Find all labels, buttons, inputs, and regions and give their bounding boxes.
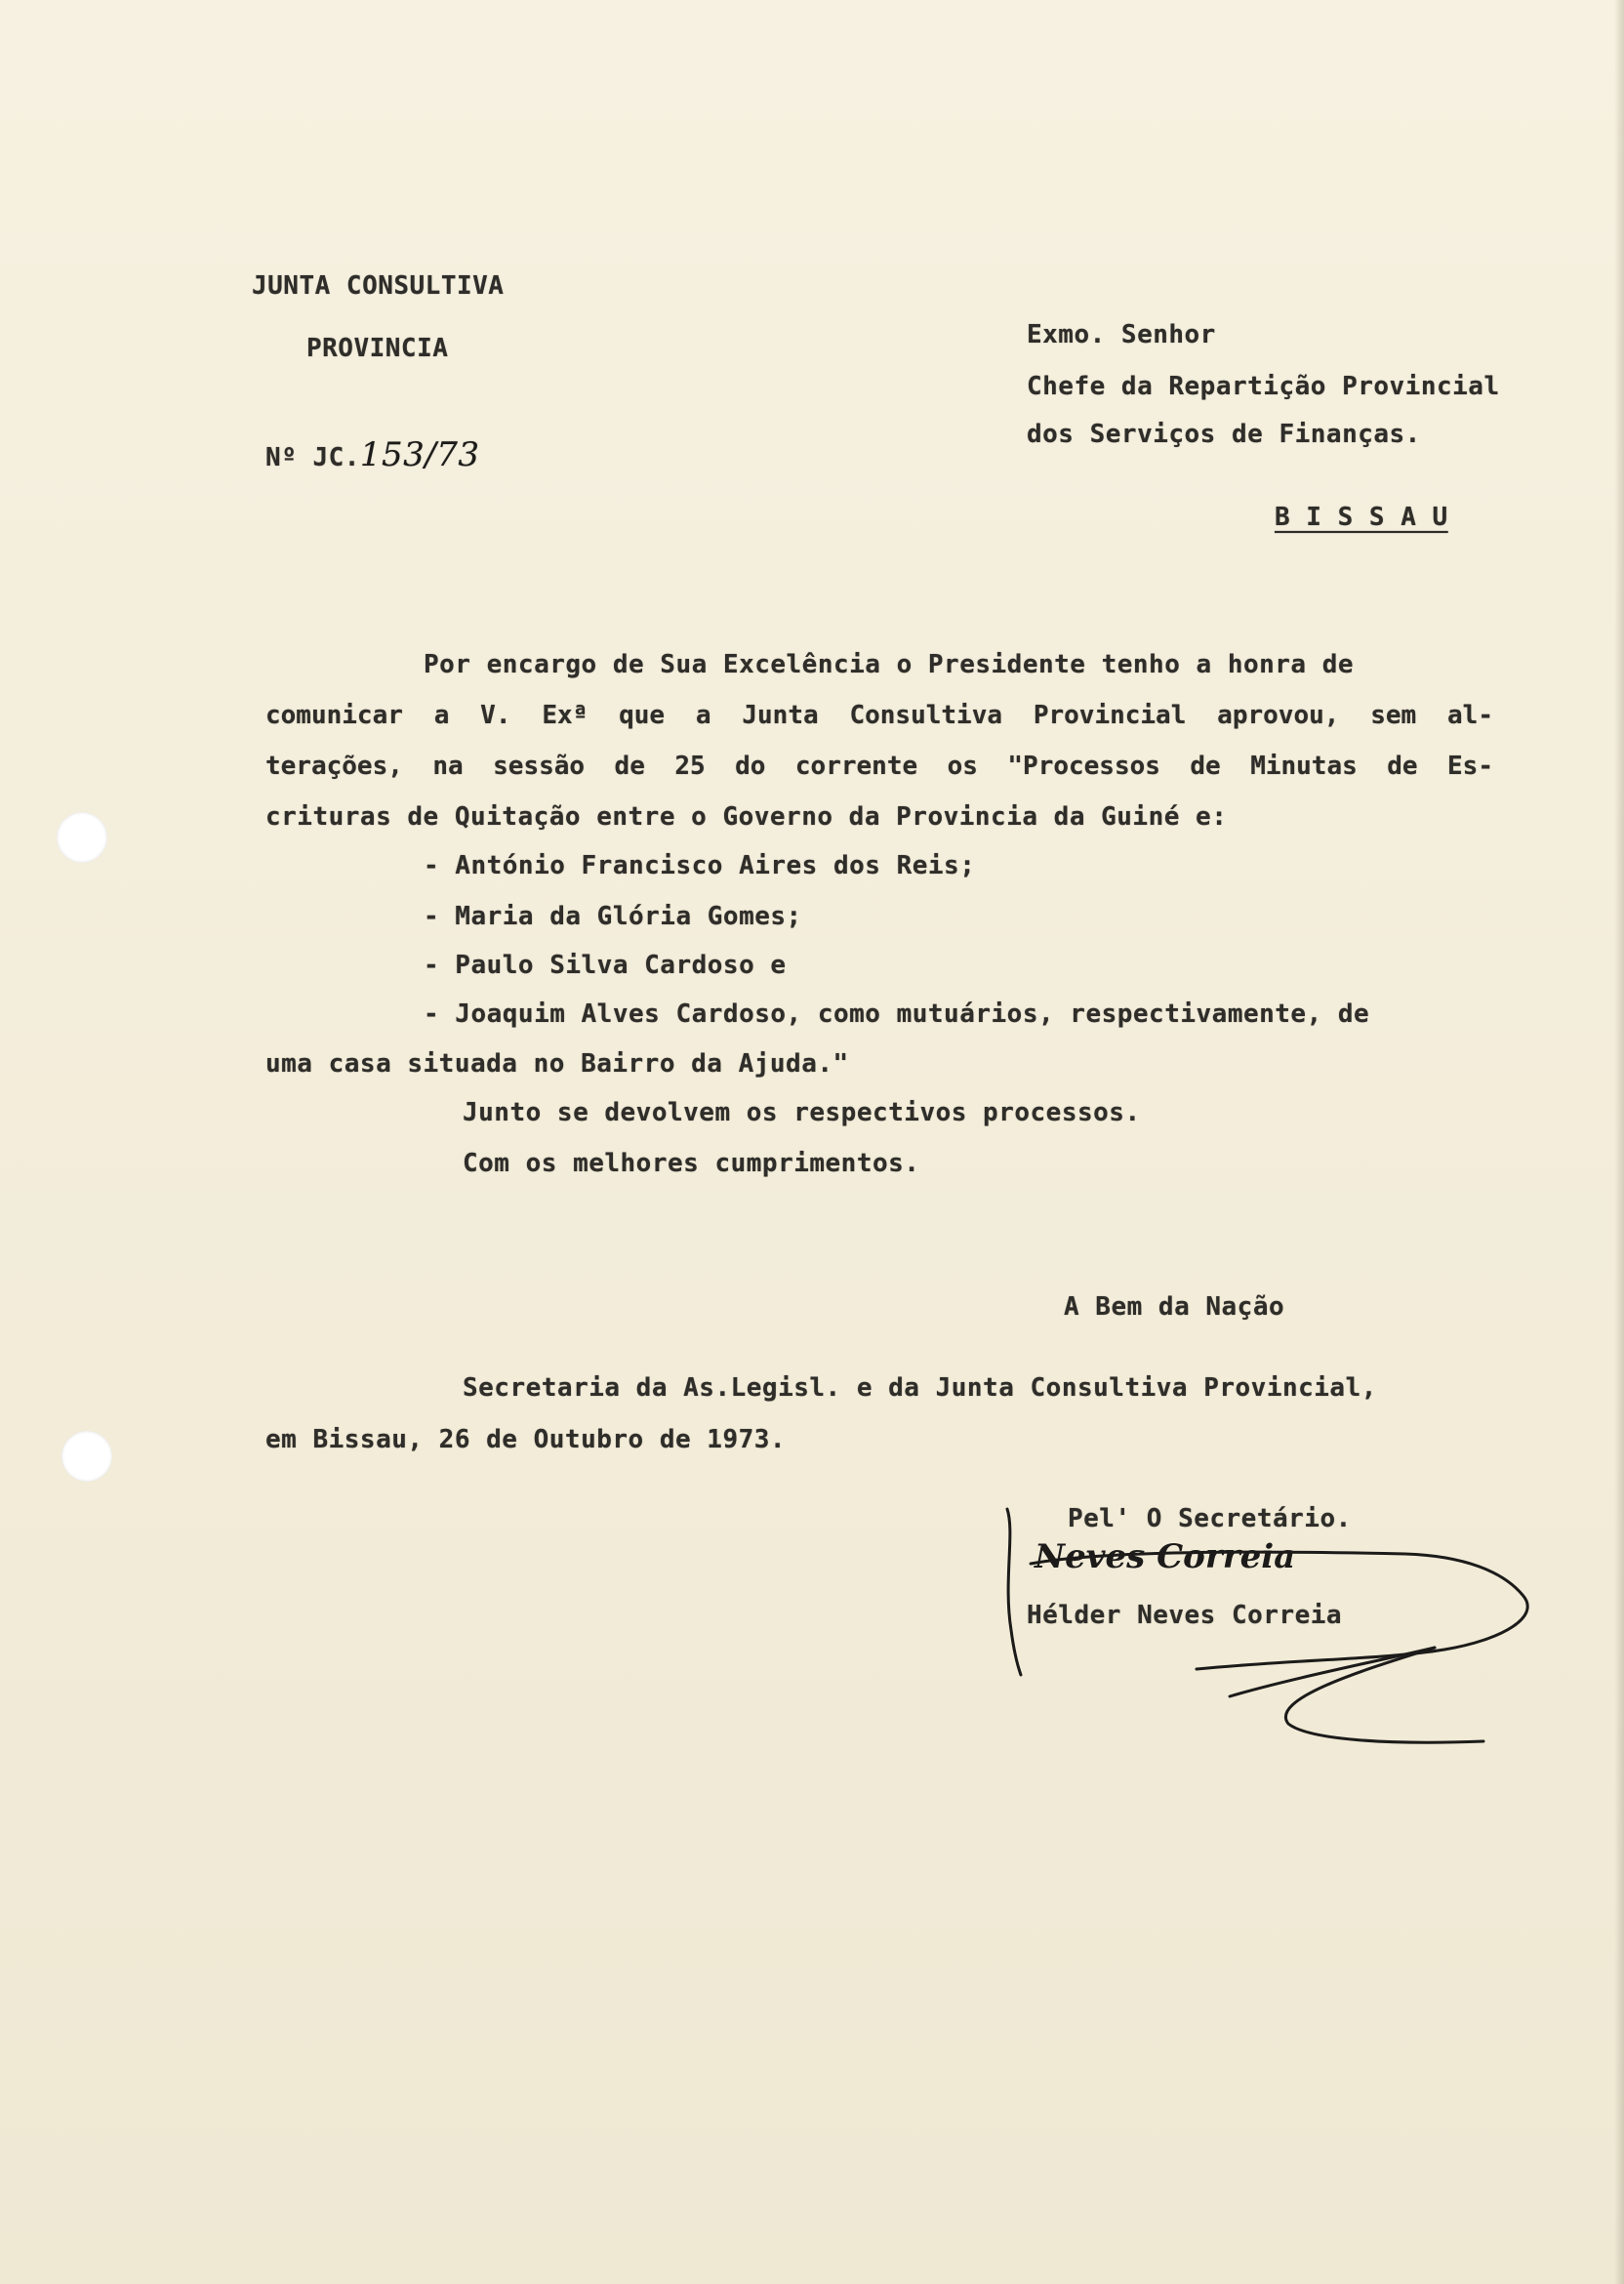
list-item: - Maria da Glória Gomes; — [424, 902, 802, 931]
list-item-continuation: uma casa situada no Bairro da Ajuda." — [265, 1049, 849, 1079]
org-name: JUNTA CONSULTIVA — [252, 271, 505, 301]
page-edge-shadow — [1614, 0, 1624, 2284]
body-paragraph-line-2: comunicar a V. Exª que a Junta Consultiva Provincial aprovou, sem al- — [265, 701, 1493, 730]
addressee-salutation: Exmo. Senhor — [1027, 320, 1216, 349]
punch-hole-bottom — [61, 1431, 112, 1482]
body-paragraph-line-1: Por encargo de Sua Excelência o Presidente tenho a honra de — [424, 650, 1355, 679]
signatory-name: Hélder Neves Correia — [1027, 1601, 1343, 1630]
closing-place-line-1: Secretaria da As.Legisl. e da Junta Consultiva Provincial, — [463, 1373, 1377, 1403]
punch-hole-top — [57, 812, 107, 863]
reference-handwritten-number: 153/73 — [359, 435, 480, 474]
list-item: - Paulo Silva Cardoso e — [424, 951, 787, 980]
body-paragraph-line-4: crituras de Quitação entre o Governo da Provincia da Guiné e: — [265, 802, 1228, 832]
closing-place-line-2: em Bissau, 26 de Outubro de 1973. — [265, 1425, 787, 1454]
list-item: - António Francisco Aires dos Reis; — [424, 851, 976, 880]
signatory-role: Pel' O Secretário. — [1068, 1504, 1352, 1533]
closing-motto: A Bem da Nação — [1064, 1292, 1285, 1322]
body-paragraph-2: Junto se devolvem os respectivos processos. — [463, 1098, 1141, 1127]
addressee-city: B I S S A U — [1275, 503, 1448, 532]
addressee-line-1: Chefe da Repartição Provincial — [1027, 372, 1500, 401]
signature-scrawl: Neves Correia — [1035, 1537, 1296, 1576]
reference-number — [265, 435, 480, 474]
addressee-line-2: dos Serviços de Finanças. — [1027, 420, 1421, 449]
body-paragraph-3: Com os melhores cumprimentos. — [463, 1149, 920, 1178]
org-province: PROVINCIA — [306, 334, 449, 363]
reference-prefix: Nº JC. — [265, 443, 360, 472]
body-paragraph-line-3: terações, na sessão de 25 do corrente os "Processos de Minutas de Es- — [265, 752, 1493, 781]
list-item: - Joaquim Alves Cardoso, como mutuários, respectivamente, de — [424, 999, 1370, 1029]
